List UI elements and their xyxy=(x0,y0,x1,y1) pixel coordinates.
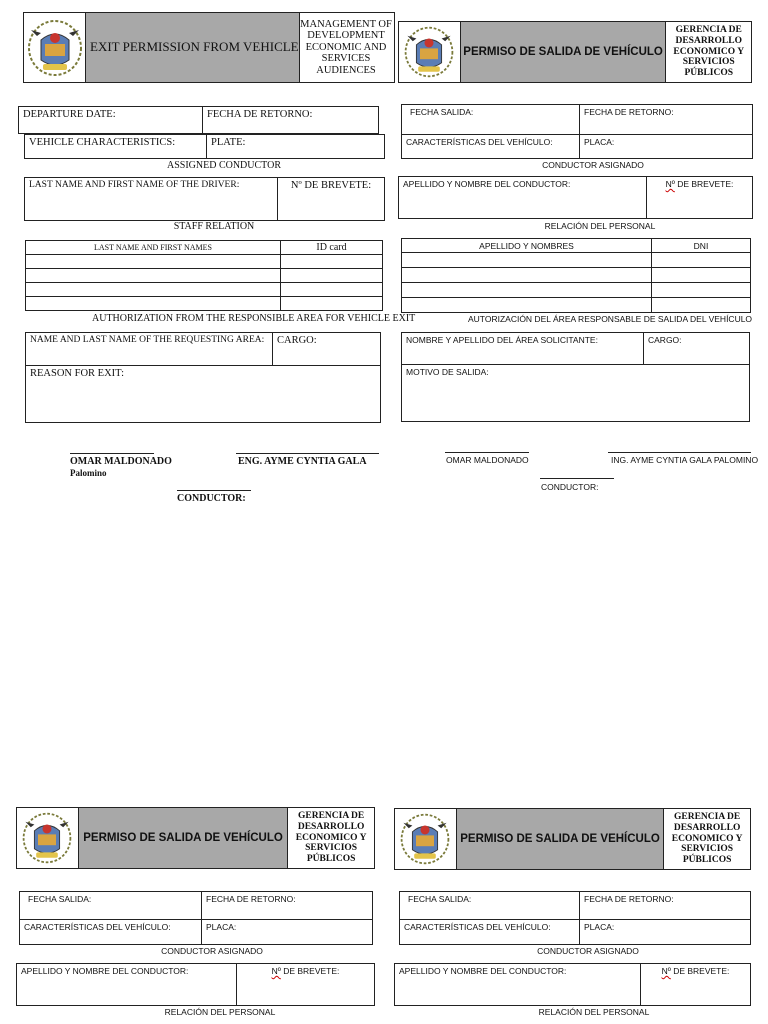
form-title: EXIT PERMISSION FROM VEHICLE xyxy=(86,13,300,82)
assigned-conductor-heading: ASSIGNED CONDUCTOR xyxy=(167,160,281,171)
vehicle-table xyxy=(19,919,373,945)
driver-table xyxy=(394,963,751,1006)
form-header xyxy=(398,21,752,83)
driver-name-field[interactable]: LAST NAME AND FIRST NAME OF THE DRIVER: xyxy=(25,178,278,221)
dates-table xyxy=(401,104,753,135)
spanish-form-top-right xyxy=(398,0,768,520)
municipal-logo xyxy=(395,809,457,869)
staff-id-column-header: ID card xyxy=(281,241,383,255)
assigned-conductor-heading: CONDUCTOR ASIGNADO xyxy=(537,946,639,956)
return-date-field[interactable]: FECHA DE RETORNO: xyxy=(580,892,751,920)
vehicle-table xyxy=(24,134,385,159)
staff-name-cell[interactable] xyxy=(26,269,281,283)
departure-date-field[interactable]: FECHA SALIDA: xyxy=(20,892,202,920)
return-date-field[interactable]: FECHA DE RETORNO: xyxy=(202,892,373,920)
signature-name: ING. AYME CYNTIA GALA PALOMINO xyxy=(611,455,759,465)
vehicle-characteristics-field[interactable]: CARACTERÍSTICAS DEL VEHÍCULO: xyxy=(402,135,580,159)
driver-table xyxy=(398,176,753,219)
form-header xyxy=(394,808,751,870)
organization-name: GERENCIA DE DESARROLLO ECONOMICO Y SERVICIOS PÚBLICOS xyxy=(671,811,743,866)
staff-id-cell[interactable] xyxy=(652,268,751,283)
crest-icon xyxy=(399,812,451,866)
signature-line xyxy=(608,452,751,453)
staff-id-cell[interactable] xyxy=(281,283,383,297)
staff-name-cell[interactable] xyxy=(26,297,281,311)
vehicle-characteristics-field[interactable]: VEHICLE CHARACTERISTICS: xyxy=(25,135,207,159)
municipal-logo xyxy=(17,808,79,868)
staff-name-cell[interactable] xyxy=(402,268,652,283)
driver-table xyxy=(16,963,375,1006)
driver-table xyxy=(24,177,385,221)
brevete-field[interactable] xyxy=(641,964,751,1006)
brevete-field[interactable] xyxy=(647,177,753,219)
brevete-number-sign: Nº xyxy=(665,179,675,189)
staff-relation-heading: STAFF RELATION xyxy=(173,221,255,232)
assigned-conductor-heading: CONDUCTOR ASIGNADO xyxy=(161,946,263,956)
organization-name: MANAGEMENT OF DEVELOPMENT ECONOMIC AND SERVICES AUDIENCES xyxy=(300,18,392,76)
staff-id-cell[interactable] xyxy=(652,283,751,298)
staff-id-column-header: DNI xyxy=(652,239,751,253)
vehicle-table xyxy=(399,919,751,945)
authorization-heading: AUTHORIZATION FROM THE RESPONSIBLE AREA FOR VEHICLE EXIT xyxy=(92,313,416,324)
signature-line xyxy=(70,453,154,454)
signature-surname: Palomino xyxy=(70,468,107,478)
vehicle-table xyxy=(401,134,753,159)
departure-date-field[interactable]: DEPARTURE DATE: xyxy=(19,107,203,134)
organization-name: GERENCIA DE DESARROLLO ECONOMICO Y SERVICIOS PÚBLICOS xyxy=(295,810,367,865)
return-date-field[interactable]: FECHA DE RETORNO: xyxy=(580,105,753,135)
dates-table xyxy=(19,891,373,920)
plate-field[interactable]: PLACA: xyxy=(202,920,373,945)
staff-name-column-header: LAST NAME AND FIRST NAMES xyxy=(26,241,281,255)
brevete-label: DE BREVETE: xyxy=(674,179,734,189)
staff-id-cell[interactable] xyxy=(281,269,383,283)
dates-table xyxy=(399,891,751,920)
dates-table xyxy=(18,106,379,134)
staff-id-cell[interactable] xyxy=(652,298,751,313)
assigned-conductor-heading: CONDUCTOR ASIGNADO xyxy=(542,160,644,170)
requesting-area-field[interactable]: NOMBRE Y APELLIDO DEL ÁREA SOLICITANTE: xyxy=(402,333,644,365)
signature-name: OMAR MALDONADO xyxy=(446,455,529,465)
authorization-table xyxy=(401,332,750,422)
driver-name-field[interactable]: APELLIDO Y NOMBRE DEL CONDUCTOR: xyxy=(399,177,647,219)
brevete-field[interactable]: Nº DE BREVETE: xyxy=(278,178,385,221)
crest-icon xyxy=(21,811,73,865)
spanish-form-bottom-right xyxy=(394,800,768,1024)
conductor-signature-label: CONDUCTOR: xyxy=(177,493,246,504)
crest-icon xyxy=(403,25,455,79)
staff-table xyxy=(25,240,383,311)
staff-id-cell[interactable] xyxy=(652,253,751,268)
conductor-signature-label: CONDUCTOR: xyxy=(541,482,599,492)
brevete-field[interactable] xyxy=(237,964,375,1006)
staff-name-cell[interactable] xyxy=(26,283,281,297)
staff-relation-heading: RELACIÓN DEL PERSONAL xyxy=(164,1007,276,1017)
departure-date-field[interactable]: FECHA SALIDA: xyxy=(400,892,580,920)
driver-name-field[interactable]: APELLIDO Y NOMBRE DEL CONDUCTOR: xyxy=(17,964,237,1006)
cargo-field[interactable]: CARGO: xyxy=(273,333,381,366)
municipal-logo xyxy=(399,22,461,82)
signature-name: OMAR MALDONADO xyxy=(70,456,172,467)
english-form xyxy=(0,0,416,520)
form-title: PERMISO DE SALIDA DE VEHÍCULO xyxy=(457,809,664,869)
staff-name-cell[interactable] xyxy=(26,255,281,269)
staff-name-column-header: APELLIDO Y NOMBRES xyxy=(402,239,652,253)
signature-line xyxy=(236,453,379,454)
plate-field[interactable]: PLACA: xyxy=(580,135,753,159)
spanish-form-bottom-left xyxy=(16,800,386,1024)
signature-line xyxy=(177,490,251,491)
brevete-label: DE BREVETE: xyxy=(280,966,340,976)
brevete-number-sign: Nº xyxy=(661,966,671,976)
requesting-area-field[interactable]: NAME AND LAST NAME OF THE REQUESTING AREA: xyxy=(26,333,273,366)
municipal-logo xyxy=(24,13,86,82)
form-header xyxy=(16,807,375,869)
staff-id-cell[interactable] xyxy=(281,255,383,269)
staff-table xyxy=(401,238,751,313)
signature-line xyxy=(540,478,614,479)
staff-name-cell[interactable] xyxy=(402,283,652,298)
return-date-field[interactable]: FECHA DE RETORNO: xyxy=(203,107,379,134)
authorization-table xyxy=(25,332,381,423)
organization-name: GERENCIA DE DESARROLLO ECONOMICO Y SERVICIOS PÚBLICOS xyxy=(673,24,745,79)
cargo-field[interactable]: CARGO: xyxy=(644,333,750,365)
vehicle-characteristics-field[interactable]: CARACTERÍSTICAS DEL VEHÍCULO: xyxy=(20,920,202,945)
reason-field[interactable]: REASON FOR EXIT: xyxy=(26,366,381,423)
authorization-heading: AUTORIZACIÓN DEL ÁREA RESPONSABLE DE SALIDA DEL VEHÍCULO xyxy=(468,314,753,324)
departure-date-field[interactable]: FECHA SALIDA: xyxy=(402,105,580,135)
brevete-number-sign: Nº xyxy=(271,966,281,976)
vehicle-characteristics-field[interactable]: CARACTERÍSTICAS DEL VEHÍCULO: xyxy=(400,920,580,945)
staff-name-cell[interactable] xyxy=(402,298,652,313)
crest-icon xyxy=(27,18,83,78)
reason-field[interactable]: MOTIVO DE SALIDA: xyxy=(402,365,750,422)
staff-relation-heading: RELACIÓN DEL PERSONAL xyxy=(538,1007,650,1017)
staff-name-cell[interactable] xyxy=(402,253,652,268)
signature-line xyxy=(445,452,529,453)
form-title: PERMISO DE SALIDA DE VEHÍCULO xyxy=(79,808,288,868)
signature-name: ENG. AYME CYNTIA GALA xyxy=(238,456,367,467)
staff-relation-heading: RELACIÓN DEL PERSONAL xyxy=(544,221,656,231)
form-header xyxy=(23,12,395,83)
plate-field[interactable]: PLATE: xyxy=(207,135,385,159)
driver-name-field[interactable]: APELLIDO Y NOMBRE DEL CONDUCTOR: xyxy=(395,964,641,1006)
form-title: PERMISO DE SALIDA DE VEHÍCULO xyxy=(461,22,667,82)
staff-id-cell[interactable] xyxy=(281,297,383,311)
brevete-label: DE BREVETE: xyxy=(670,966,730,976)
plate-field[interactable]: PLACA: xyxy=(580,920,751,945)
